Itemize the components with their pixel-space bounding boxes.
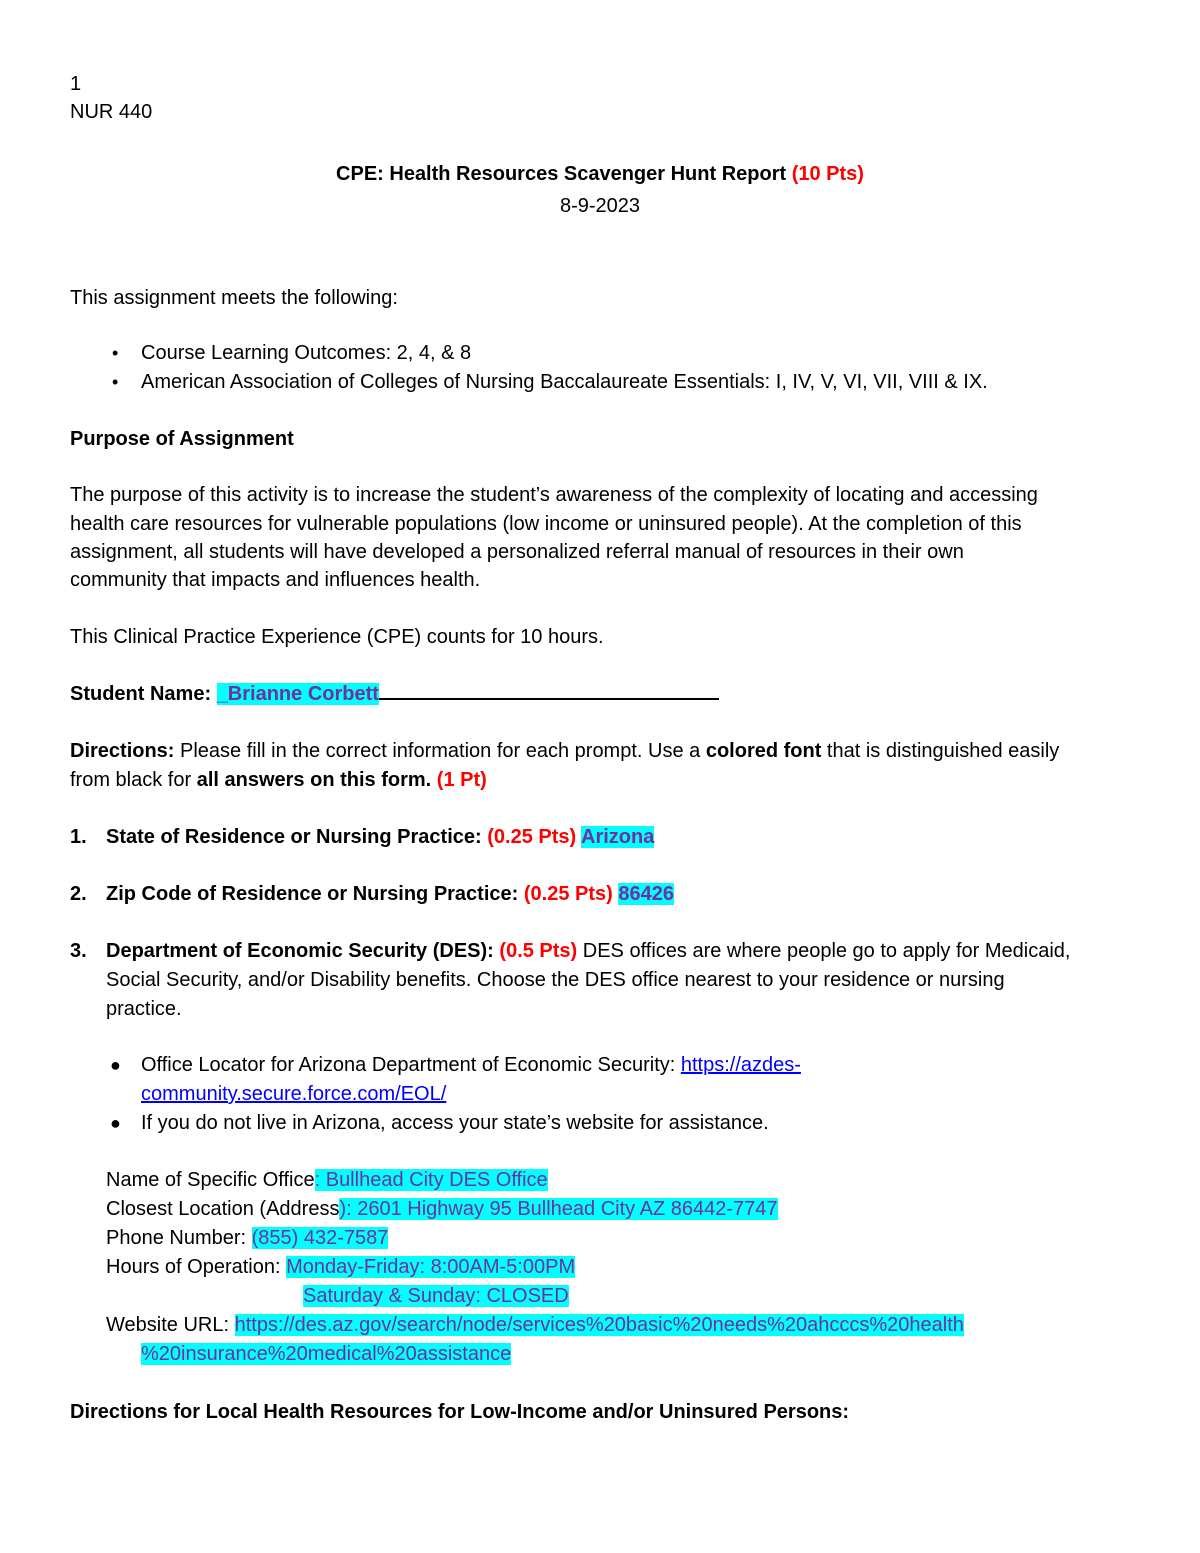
locator-row	[141, 1051, 801, 1079]
address-value: ): 2601 Highway 95 Bullhead City AZ 86442-7747	[339, 1198, 778, 1220]
q3-row	[106, 937, 1070, 965]
q3-text-line: Social Security, and/or Disability benefits. Choose the DES office nearest to your residence or nursing	[106, 969, 1005, 991]
directions-text: that is distinguished easily	[821, 740, 1060, 762]
hours-value: Monday-Friday: 8:00AM-5:00PM	[286, 1256, 576, 1278]
student-name-label: Student Name:	[70, 683, 217, 705]
q3-text: DES offices are where people go to apply for Medicaid,	[577, 940, 1071, 962]
q3-number: 3.	[70, 940, 87, 962]
student-name-value: _Brianne Corbett	[216, 683, 379, 705]
hours-value: Saturday & Sunday: CLOSED	[303, 1285, 569, 1307]
purpose-line: assignment, all students will have developed a personalized referral manual of resources in their own	[70, 541, 964, 563]
directions-text: .	[425, 769, 437, 791]
bullet-dot: •	[112, 343, 119, 363]
title-points: (10 Pts)	[791, 163, 864, 185]
q3-label: Department of Economic Security (DES):	[106, 940, 500, 962]
phone-value: (855) 432-7587	[251, 1227, 389, 1249]
purpose-line: The purpose of this activity is to increase the student’s awareness of the complexity of locating and accessing	[70, 484, 1038, 506]
document-date: 8-9-2023	[559, 195, 641, 217]
title-text: CPE: Health Resources Scavenger Hunt Report	[336, 163, 787, 185]
des-locator-link-cont[interactable]	[141, 1080, 446, 1108]
other-state-note: If you do not live in Arizona, access your state’s website for assistance.	[141, 1112, 769, 1134]
name-blank-line	[379, 698, 719, 700]
local-resources-heading: Directions for Local Health Resources for Low-Income and/or Uninsured Persons:	[70, 1401, 850, 1423]
hours-row	[106, 1253, 575, 1281]
website-label: Website URL:	[106, 1314, 235, 1336]
q2-label: Zip Code of Residence or Nursing Practice:	[106, 883, 524, 905]
outcome-item: Course Learning Outcomes: 2, 4, & 8	[141, 342, 472, 364]
address-row	[106, 1195, 778, 1223]
locator-text: Office Locator for Arizona Department of Economic Security:	[141, 1054, 681, 1076]
q2-number: 2.	[70, 883, 87, 905]
page-number: 1	[70, 73, 82, 95]
website-row	[106, 1311, 964, 1339]
hours-row-2	[303, 1282, 569, 1310]
q1-row	[106, 823, 654, 851]
phone-label: Phone Number:	[106, 1227, 252, 1249]
q1-label: State of Residence or Nursing Practice:	[106, 826, 488, 848]
document-title	[0, 160, 1200, 188]
address-label: Closest Location (Address	[106, 1198, 340, 1220]
q1-number: 1.	[70, 826, 87, 848]
bullet-dot: ●	[110, 1113, 121, 1133]
outcome-item: American Association of Colleges of Nursing Baccalaureate Essentials: I, IV, V, VI, VII, VIII & IX.	[141, 371, 988, 393]
directions-line-2	[70, 766, 487, 794]
des-locator-link[interactable]: https://azdes-	[680, 1054, 801, 1076]
q2-answer: 86426	[618, 883, 674, 905]
course-code: NUR 440	[70, 101, 153, 123]
q2-points: (0.25 Pts)	[523, 883, 613, 905]
q1-points: (0.25 Pts)	[487, 826, 577, 848]
bullet-dot: •	[112, 372, 119, 392]
purpose-heading: Purpose of Assignment	[70, 428, 294, 450]
office-row	[106, 1166, 548, 1194]
hours-label: Hours of Operation:	[106, 1256, 287, 1278]
directions-line-1	[70, 737, 1059, 765]
bullet-dot: ●	[110, 1055, 121, 1075]
q1-answer: Arizona	[581, 826, 655, 848]
website-value: https://des.az.gov/search/node/services%20basic%20needs%20ahcccs%20health	[234, 1314, 964, 1336]
purpose-line: community that impacts and influences health.	[70, 569, 481, 591]
website-value: %20insurance%20medical%20assistance	[141, 1343, 512, 1365]
directions-points: (1 Pt)	[436, 769, 487, 791]
directions-label: Directions:	[70, 740, 175, 762]
website-row-2	[141, 1340, 511, 1368]
directions-emphasis: all answers on this form	[196, 769, 426, 791]
des-locator-link[interactable]: community.secure.force.com/EOL/	[141, 1083, 447, 1105]
directions-text: from black for	[70, 769, 197, 791]
office-value: : Bullhead City DES Office	[314, 1169, 548, 1191]
meets-intro: This assignment meets the following:	[70, 287, 398, 309]
purpose-line: health care resources for vulnerable populations (low income or uninsured people). At the completion of this	[70, 513, 1022, 535]
office-label: Name of Specific Office	[106, 1169, 315, 1191]
q3-text-line: practice.	[106, 998, 182, 1020]
cpe-hours: This Clinical Practice Experience (CPE) counts for 10 hours.	[70, 626, 604, 648]
student-name-row	[70, 680, 719, 708]
directions-emphasis: colored font	[705, 740, 822, 762]
phone-row	[106, 1224, 388, 1252]
q3-points: (0.5 Pts)	[499, 940, 578, 962]
q2-row	[106, 880, 674, 908]
directions-text: Please fill in the correct information for each prompt. Use a	[174, 740, 706, 762]
